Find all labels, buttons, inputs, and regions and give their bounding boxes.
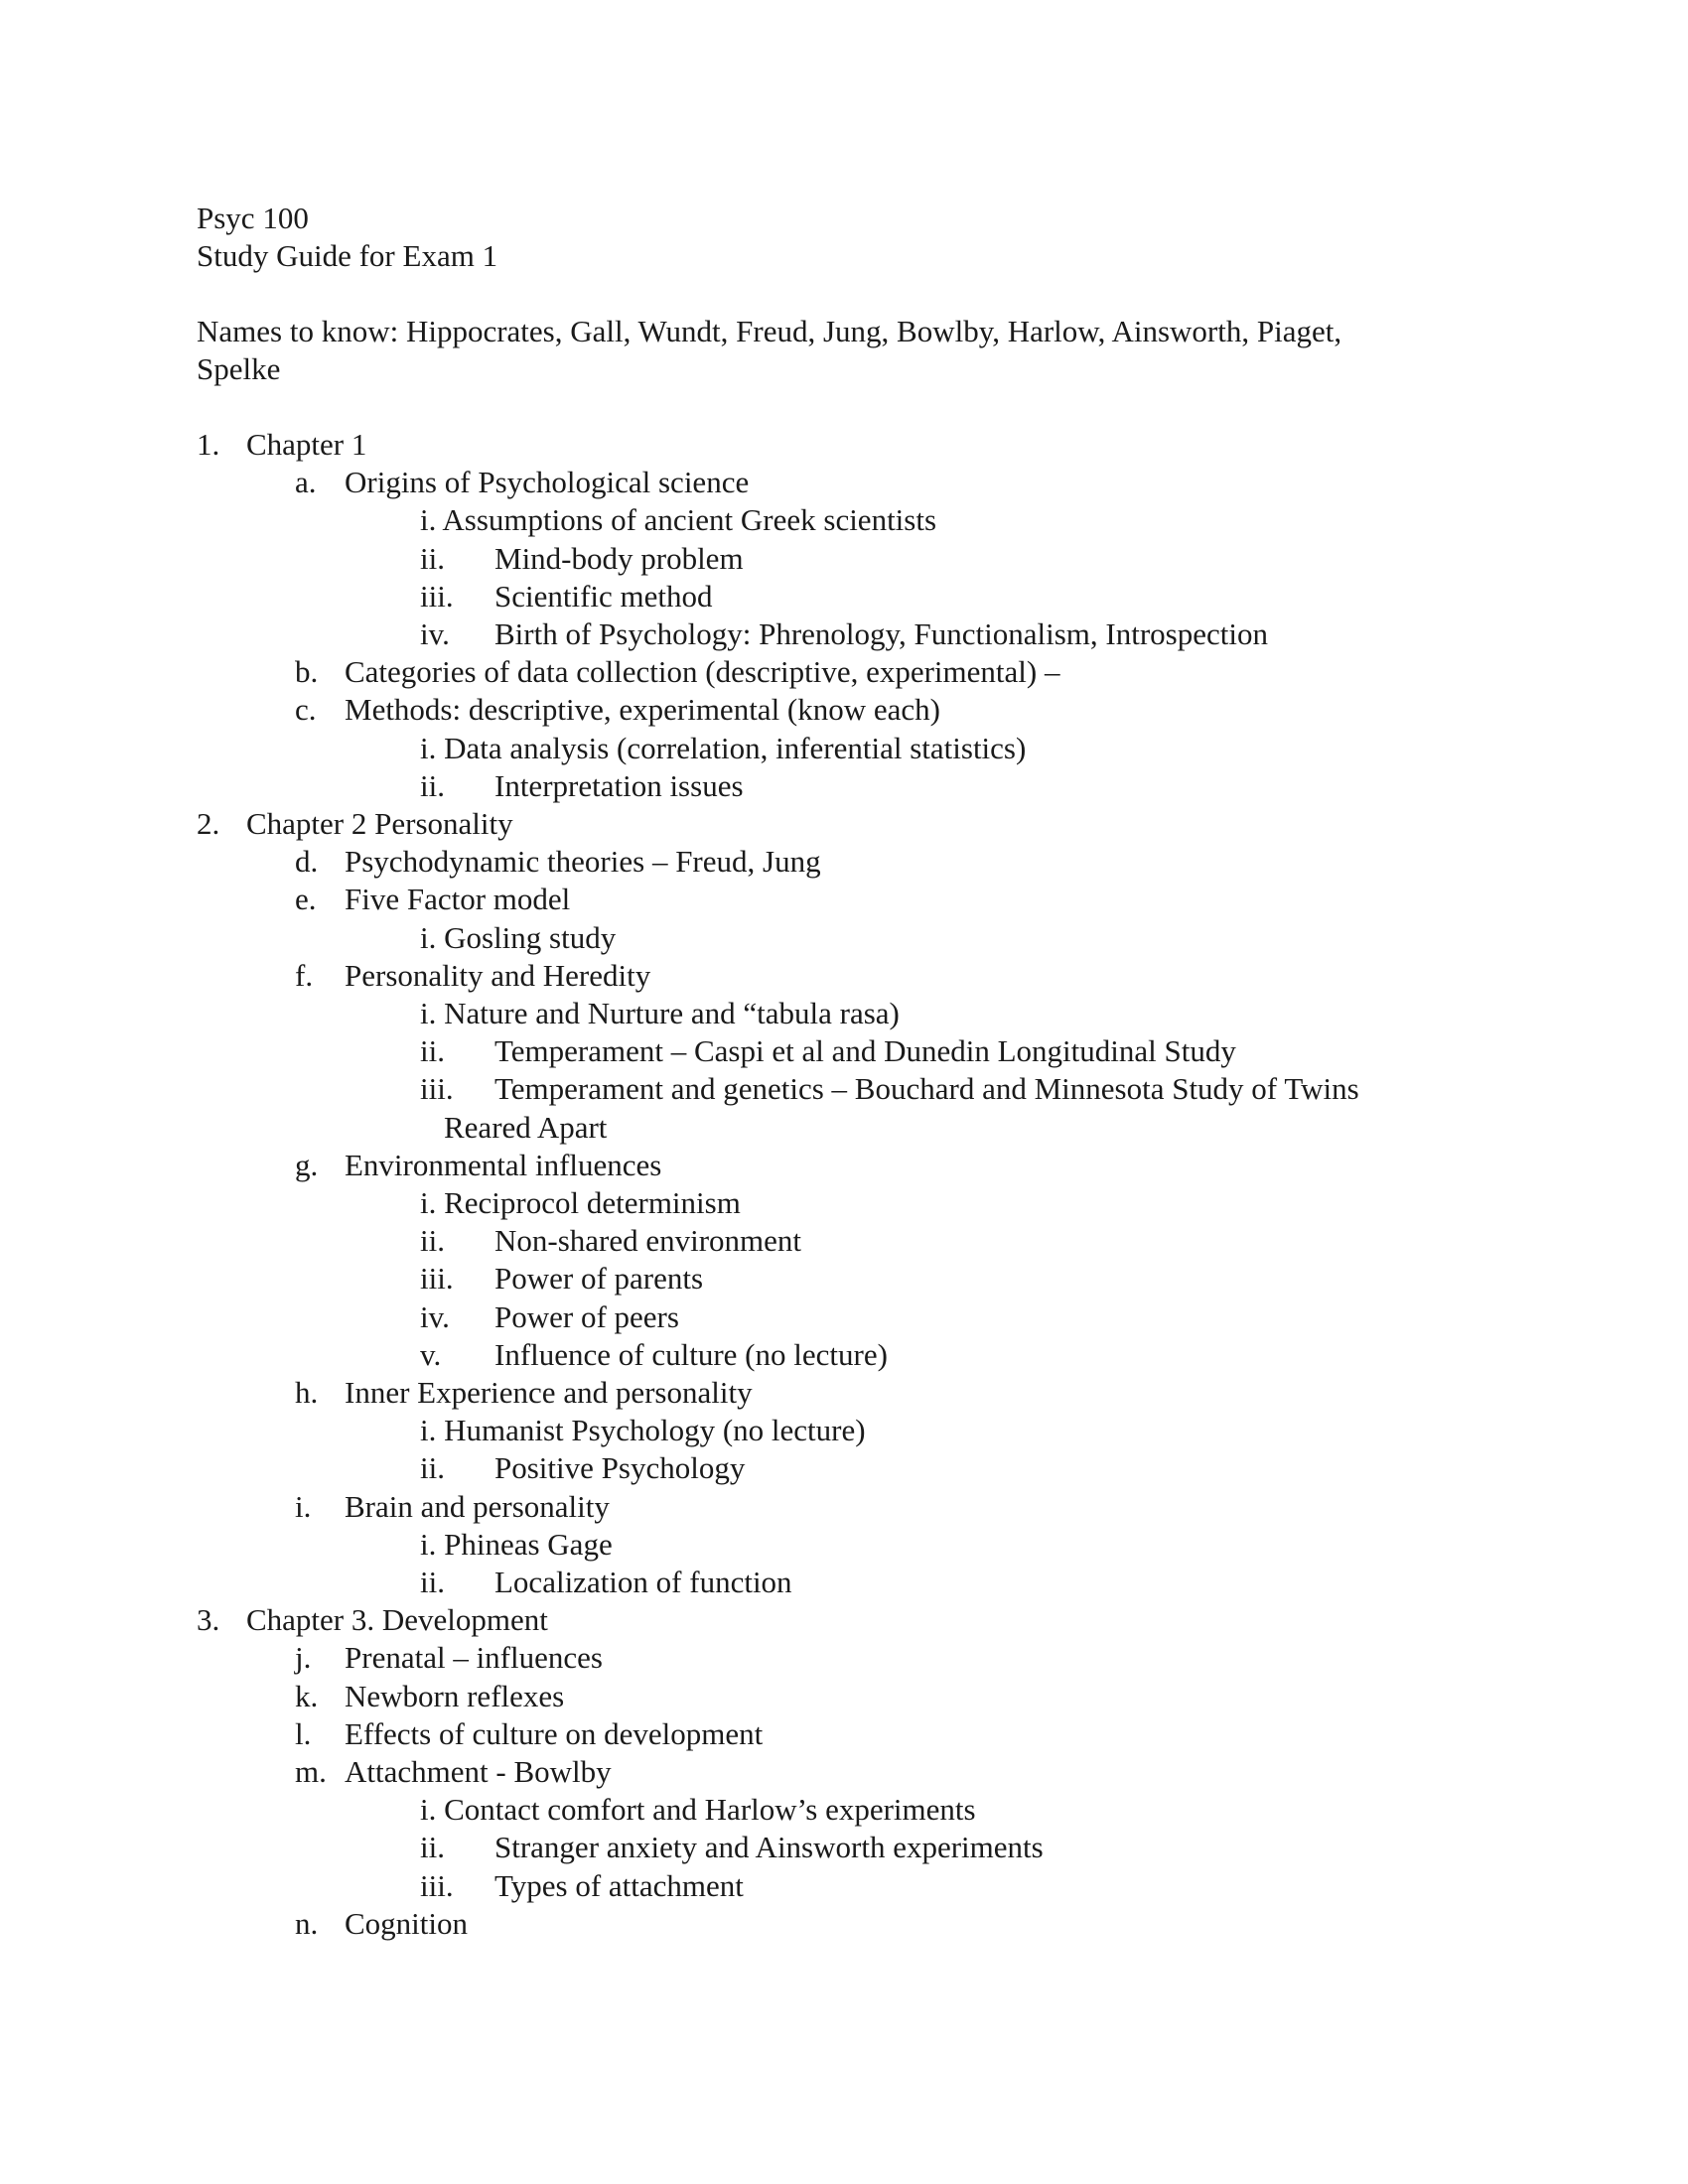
- outline-item-level-3: i. Reciprocol determinism: [420, 1185, 741, 1220]
- outline-item-level-2: Personality and Heredity: [345, 958, 651, 993]
- outline-item-level-2: Cognition: [345, 1906, 469, 1941]
- outline-item-level-2: Brain and personality: [345, 1489, 610, 1524]
- outline-item-level-3: Scientific method: [494, 579, 713, 614]
- outline-item-level-2: Five Factor model: [345, 882, 571, 916]
- outline-marker: m.: [295, 1754, 327, 1789]
- outline-item-level-3: Temperament – Caspi et al and Dunedin Longitudinal Study: [494, 1033, 1236, 1068]
- outline-item-level-3: Types of attachment: [494, 1868, 744, 1903]
- outline-marker: ii.: [420, 1223, 445, 1258]
- outline-marker: ii.: [420, 1033, 445, 1068]
- outline-item-level-2: Environmental influences: [345, 1148, 662, 1182]
- outline-marker: iii.: [420, 1261, 454, 1296]
- outline-item-level-3: Positive Psychology: [494, 1450, 746, 1485]
- outline-marker: iii.: [420, 1071, 454, 1106]
- outline-marker: c.: [295, 692, 317, 727]
- outline-marker: v.: [420, 1337, 442, 1372]
- outline-marker: k.: [295, 1679, 319, 1713]
- outline-item-level-2: Origins of Psychological science: [345, 465, 750, 499]
- outline-marker: f.: [295, 958, 314, 993]
- document-title: Study Guide for Exam 1: [197, 238, 498, 273]
- outline-item-level-2: Attachment - Bowlby: [345, 1754, 612, 1789]
- outline-marker: j.: [295, 1640, 312, 1675]
- outline-marker: 3.: [197, 1602, 220, 1637]
- outline-item-level-3: Stranger anxiety and Ainsworth experiments: [494, 1830, 1044, 1864]
- outline-item-level-1: Chapter 1: [246, 427, 367, 462]
- outline-marker: l.: [295, 1716, 312, 1751]
- outline-marker: i.: [295, 1489, 312, 1524]
- outline-marker: h.: [295, 1375, 319, 1410]
- outline-item-level-1: Chapter 3. Development: [246, 1602, 548, 1637]
- outline-marker: ii.: [420, 1565, 445, 1599]
- outline-marker: ii.: [420, 1830, 445, 1864]
- outline-marker: e.: [295, 882, 317, 916]
- outline-item-level-3: i. Assumptions of ancient Greek scientists: [420, 502, 937, 537]
- outline-marker: 1.: [197, 427, 220, 462]
- outline-marker: iv.: [420, 1299, 450, 1334]
- outline-item-level-3: i. Data analysis (correlation, inferential statistics): [420, 731, 1027, 765]
- outline-item-level-2: Psychodynamic theories – Freud, Jung: [345, 844, 821, 879]
- outline-item-level-4: Reared Apart: [444, 1110, 608, 1145]
- outline-item-level-1: Chapter 2 Personality: [246, 806, 513, 841]
- outline-marker: iii.: [420, 579, 454, 614]
- outline-marker: ii.: [420, 1450, 445, 1485]
- outline-item-level-3: i. Contact comfort and Harlow’s experiments: [420, 1792, 976, 1827]
- outline-marker: iii.: [420, 1868, 454, 1903]
- names-to-know-line-2: Spelke: [197, 351, 281, 386]
- outline-marker: iv.: [420, 616, 450, 651]
- outline-marker: 2.: [197, 806, 220, 841]
- outline-item-level-2: Newborn reflexes: [345, 1679, 565, 1713]
- outline-item-level-3: i. Nature and Nurture and “tabula rasa): [420, 996, 900, 1030]
- outline-item-level-2: Methods: descriptive, experimental (know each): [345, 692, 940, 727]
- outline-item-level-3: Interpretation issues: [494, 768, 744, 803]
- outline-item-level-3: i. Gosling study: [420, 920, 617, 955]
- outline-marker: g.: [295, 1148, 319, 1182]
- outline-item-level-3: Non-shared environment: [494, 1223, 802, 1258]
- outline-marker: ii.: [420, 768, 445, 803]
- outline-item-level-3: Mind-body problem: [494, 541, 744, 576]
- course-title: Psyc 100: [197, 201, 309, 235]
- outline-item-level-3: Localization of function: [494, 1565, 792, 1599]
- outline-marker: d.: [295, 844, 319, 879]
- outline-item-level-3: i. Phineas Gage: [420, 1527, 613, 1562]
- outline-item-level-2: Prenatal – influences: [345, 1640, 603, 1675]
- outline-item-level-3: Power of parents: [494, 1261, 704, 1296]
- names-to-know-line-1: Names to know: Hippocrates, Gall, Wundt, Freud, Jung, Bowlby, Harlow, Ainsworth, Piaget,: [197, 314, 1342, 348]
- outline-item-level-3: Power of peers: [494, 1299, 679, 1334]
- outline-item-level-3: Influence of culture (no lecture): [494, 1337, 888, 1372]
- outline-marker: ii.: [420, 541, 445, 576]
- outline-item-level-2: Categories of data collection (descriptive, experimental) –: [345, 654, 1060, 689]
- outline-item-level-2: Inner Experience and personality: [345, 1375, 753, 1410]
- outline-marker: n.: [295, 1906, 319, 1941]
- outline-marker: b.: [295, 654, 319, 689]
- outline-item-level-3: Temperament and genetics – Bouchard and Minnesota Study of Twins: [494, 1071, 1359, 1106]
- outline-item-level-3: Birth of Psychology: Phrenology, Functionalism, Introspection: [494, 616, 1268, 651]
- outline-item-level-2: Effects of culture on development: [345, 1716, 764, 1751]
- outline-marker: a.: [295, 465, 317, 499]
- outline-item-level-3: i. Humanist Psychology (no lecture): [420, 1413, 866, 1447]
